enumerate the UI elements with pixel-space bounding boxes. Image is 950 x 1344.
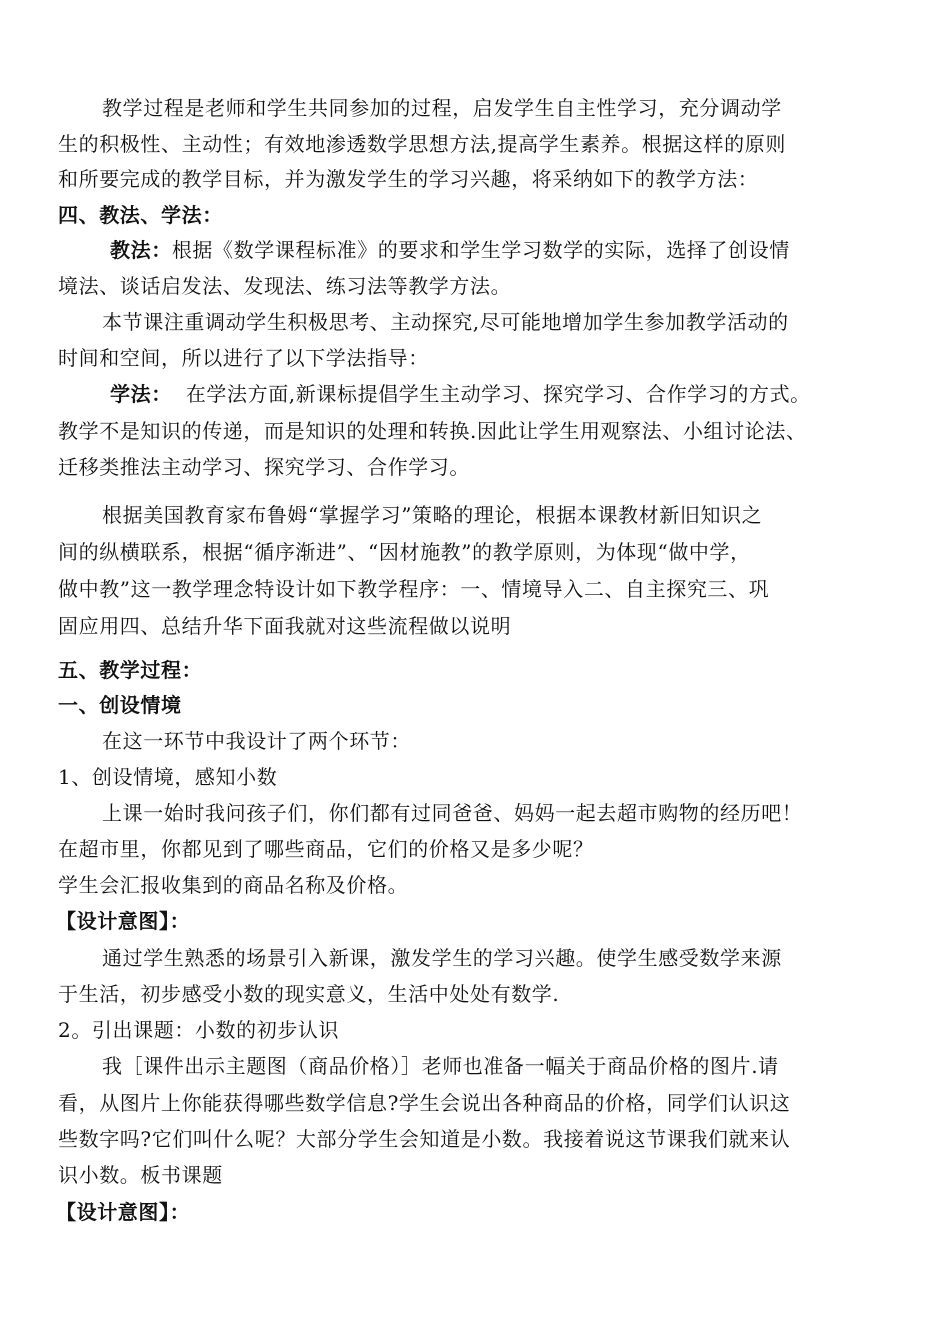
paragraph-line: 教学过程是老师和学生共同参加的过程，启发学生自主性学习，充分调动学 bbox=[102, 96, 782, 120]
paragraph-line: 和所要完成的教学目标，并为激发学生的学习兴趣，将采纳如下的教学方法： bbox=[58, 167, 759, 191]
paragraph-line: 学生会汇报收集到的商品名称及价格。 bbox=[58, 873, 409, 897]
paragraph-line: 生的积极性、主动性；有效地渗透数学思想方法,提高学生素养。根据这样的原则 bbox=[58, 132, 786, 156]
paragraph-line: 上课一始时我问孩子们，你们都有过同爸爸、妈妈一起去超市购物的经历吧！ bbox=[102, 801, 803, 825]
paragraph-line bbox=[110, 382, 811, 406]
paragraph-line: 些数字吗?它们叫什么呢？大部分学生会知道是小数。我接着说这节课我们就来认 bbox=[58, 1127, 791, 1151]
paragraph-text: 在学法方面,新课标提倡学生主动学习、探究学习、合作学习的方式。 bbox=[185, 382, 811, 406]
paragraph-line: 于生活，初步感受小数的现实意义，生活中处处有数学. bbox=[58, 982, 560, 1006]
design-intent-label: 【设计意图】： bbox=[56, 909, 191, 933]
label-teaching-method: 教法： bbox=[110, 238, 172, 262]
paragraph-line: 固应用四、总结升华下面我就对这些流程做以说明 bbox=[58, 614, 512, 638]
paragraph-line: 在超市里，你都见到了哪些商品，它们的价格又是多少呢？ bbox=[58, 837, 594, 861]
paragraph-line: 间的纵横联系，根据“循序渐进”、“因材施教”的教学原则，为体现“做中学， bbox=[58, 540, 751, 564]
section-heading: 四、教法、学法： bbox=[58, 203, 223, 227]
paragraph-line: 在这一环节中我设计了两个环节： bbox=[102, 729, 411, 753]
subsection-heading: 一、创设情境 bbox=[58, 693, 182, 717]
paragraph-line: 教学不是知识的传递，而是知识的处理和转换.因此让学生用观察法、小组讨论法、 bbox=[58, 419, 807, 443]
paragraph-line bbox=[110, 238, 790, 262]
paragraph-line: 本节课注重调动学生积极思考、主动探究,尽可能地增加学生参加教学活动的 bbox=[102, 310, 789, 334]
paragraph-text: 根据《数学课程标准》的要求和学生学习数学的实际，选择了创设情 bbox=[171, 238, 790, 262]
paragraph-line: 看，从图片上你能获得哪些数学信息?学生会说出各种商品的价格，同学们认识这 bbox=[58, 1091, 791, 1115]
section-heading: 五、教学过程： bbox=[58, 658, 203, 682]
numbered-item: 2。引出课题：小数的初步认识 bbox=[58, 1018, 340, 1042]
design-intent-label: 【设计意图】： bbox=[56, 1200, 191, 1224]
paragraph-line: 识小数。板书课题 bbox=[58, 1163, 223, 1187]
paragraph-line: 做中教”这一教学理念特设计如下教学程序：一、情境导入二、自主探究三、巩 bbox=[58, 577, 770, 601]
paragraph-line: 迁移类推法主动学习、探究学习、合作学习。 bbox=[58, 455, 470, 479]
paragraph-line: 境法、谈话启发法、发现法、练习法等教学方法。 bbox=[58, 274, 512, 298]
paragraph-line: 根据美国教育家布鲁姆“掌握学习”策略的理论，根据本课教材新旧知识之 bbox=[102, 503, 763, 527]
label-learning-method: 学法： bbox=[110, 382, 172, 406]
paragraph-line: 通过学生熟悉的场景引入新课，激发学生的学习兴趣。使学生感受数学来源 bbox=[102, 946, 782, 970]
paragraph-line: 我［课件出示主题图（商品价格）］老师也准备一幅关于商品价格的图片.请 bbox=[102, 1054, 779, 1078]
paragraph-line: 时间和空间，所以进行了以下学法指导： bbox=[58, 346, 429, 370]
numbered-item: 1、创设情境，感知小数 bbox=[58, 765, 278, 789]
